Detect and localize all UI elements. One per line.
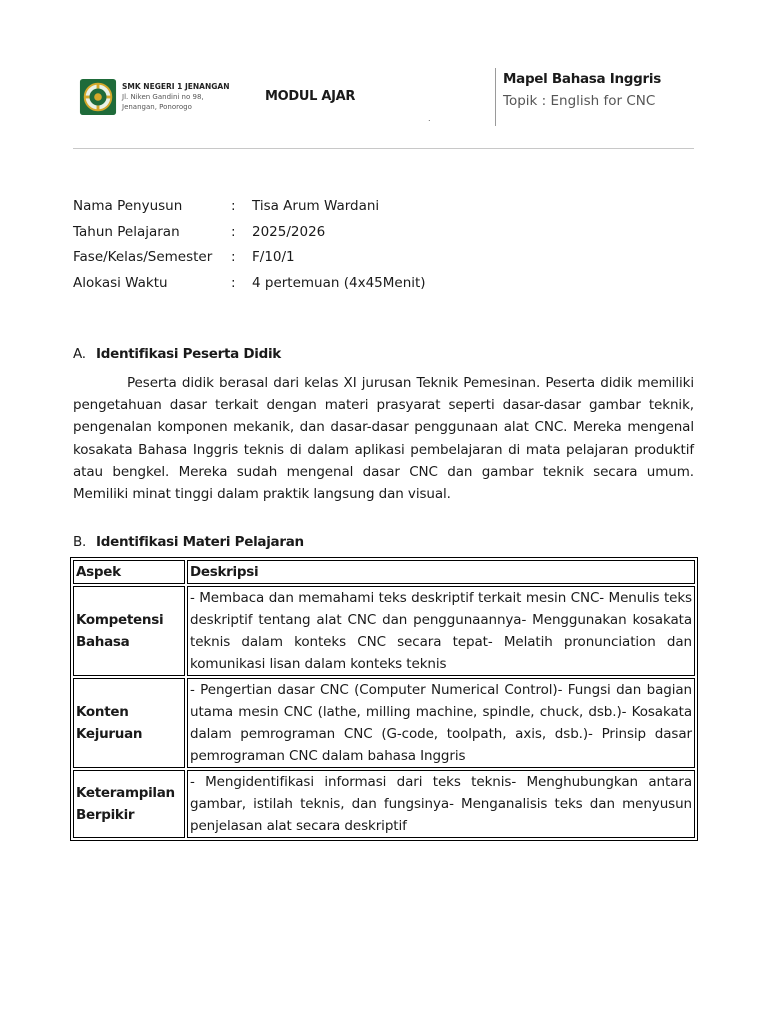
info-row-penyusun <box>73 196 426 222</box>
table-cell-aspek: Kompetensi Bahasa <box>73 586 185 676</box>
table-row <box>73 586 695 676</box>
info-colon: : <box>231 249 236 265</box>
info-label: Fase/Kelas/Semester <box>73 249 213 265</box>
section-b-heading <box>73 534 304 550</box>
topic-label: Topik : English for CNC <box>503 93 656 109</box>
header-divider <box>495 68 496 126</box>
info-value: Tisa Arum Wardani <box>252 198 380 214</box>
table-header-deskripsi: Deskripsi <box>187 560 695 584</box>
stray-dot: . <box>428 114 431 123</box>
section-b-title: Identifikasi Materi Pelajaran <box>96 534 304 550</box>
info-row-tahun <box>73 222 426 248</box>
subject-label: Mapel Bahasa Inggris <box>503 71 661 87</box>
table-header-row <box>73 560 695 584</box>
section-a-heading <box>73 346 281 362</box>
school-address-line2: Jenangan, Ponorogo <box>122 103 192 111</box>
info-row-alokasi <box>73 273 426 299</box>
section-b-letter: B. <box>73 534 86 550</box>
table-cell-deskripsi: - Pengertian dasar CNC (Computer Numerical Control)- Fungsi dan bagian utama mesin CNC (lathe, milling machine, spindle, chuck, dsb.)- Kosakata dalam pemrograman CNC (G-code, toolpath, axis, dsb.)- Prinsip dasar pemrograman CNC dalam bahasa Inggris <box>187 678 695 768</box>
table-row <box>73 678 695 768</box>
section-a-title: Identifikasi Peserta Didik <box>96 346 281 362</box>
info-label: Tahun Pelajaran <box>73 223 180 240</box>
info-value: 2025/2026 <box>252 223 326 240</box>
table-cell-aspek: Konten Kejuruan <box>73 678 185 768</box>
section-a-letter: A. <box>73 346 86 362</box>
table-cell-aspek: Keterampilan Berpikir <box>73 770 185 838</box>
info-label: Nama Penyusun <box>73 198 183 214</box>
school-address-line1: Jl. Niken Gandini no 98, <box>122 93 204 101</box>
header-rule <box>73 148 694 149</box>
table-row <box>73 770 695 838</box>
info-row-fase <box>73 247 426 273</box>
materi-table <box>70 557 698 841</box>
info-colon: : <box>231 198 236 214</box>
section-a-paragraph: Peserta didik berasal dari kelas XI jurusan Teknik Pemesinan. Peserta didik memiliki pengetahuan dasar terkait dengan materi prasyarat seperti dasar-dasar gambar teknik, pengenalan komponen mekanik, dan dasar-dasar penggunaan alat CNC. Mereka mengenal kosakata Bahasa Inggris teknis di dalam aplikasi pembelajaran di mata pelajaran produktif atau bengkel. Mereka sudah mengenal dasar CNC dan gambar teknik secara umum. Memiliki minat tinggi dalam praktik langsung dan visual. <box>73 375 694 503</box>
document-header <box>0 0 768 150</box>
info-value: 4 pertemuan (4x45Menit) <box>252 274 426 291</box>
info-colon: : <box>231 274 236 291</box>
table-header-aspek: Aspek <box>73 560 185 584</box>
document-title: MODUL AJAR <box>265 89 356 104</box>
table-cell-deskripsi: - Membaca dan memahami teks deskriptif terkait mesin CNC- Menulis teks deskriptif tentang alat CNC dan penggunaannya- Menggunakan kosakata teknis dalam konteks CNC secara tepat- Melatih pronunciation dan komunikasi lisan dalam konteks teknis <box>187 586 695 676</box>
school-name: SMK NEGERI 1 JENANGAN <box>122 82 230 91</box>
info-label: Alokasi Waktu <box>73 274 168 291</box>
table-cell-deskripsi: - Mengidentifikasi informasi dari teks teknis- Menghubungkan antara gambar, istilah teknis, dan fungsinya- Menganalisis teks dan menyusun penjelasan alat secara deskriptif <box>187 770 695 838</box>
info-colon: : <box>231 223 236 240</box>
school-info <box>122 82 229 112</box>
identity-info <box>73 196 426 298</box>
school-logo-icon <box>79 78 117 116</box>
info-value: F/10/1 <box>252 249 295 265</box>
